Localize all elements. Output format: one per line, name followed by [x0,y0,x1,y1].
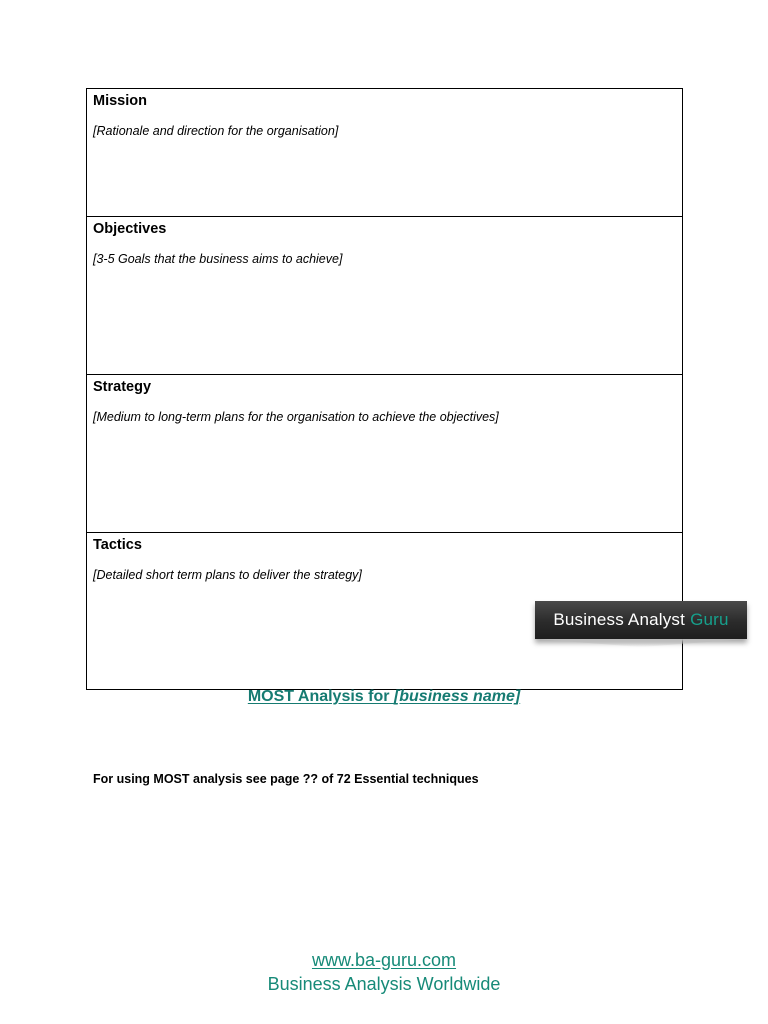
logo-accent-text: Guru [690,610,729,629]
footer-tagline: Business Analysis Worldwide [267,974,501,994]
objectives-section [87,217,682,375]
mission-heading: Mission [93,93,147,109]
mission-section [87,89,682,217]
footer [0,948,768,996]
title-business-name-placeholder[interactable]: [business name] [393,688,521,705]
objectives-description[interactable]: [3-5 Goals that the business aims to achieve] [93,252,343,266]
logo-main-text: Business Analyst [553,610,686,629]
business-analyst-guru-logo [535,601,747,639]
tactics-heading: Tactics [93,537,142,553]
document-title [0,688,768,706]
usage-note: For using MOST analysis see page ?? of 72 Essential techniques [93,772,479,786]
strategy-section [87,375,682,533]
title-prefix: MOST Analysis for [247,688,394,705]
website-link[interactable]: www.ba-guru.com [311,950,457,970]
strategy-description[interactable]: [Medium to long-term plans for the organisation to achieve the objectives] [93,410,499,424]
most-table [86,88,686,690]
strategy-heading: Strategy [93,379,152,395]
mission-description[interactable]: [Rationale and direction for the organisation] [93,124,339,138]
objectives-heading: Objectives [93,221,167,237]
tactics-description[interactable]: [Detailed short term plans to deliver the strategy] [93,568,362,582]
